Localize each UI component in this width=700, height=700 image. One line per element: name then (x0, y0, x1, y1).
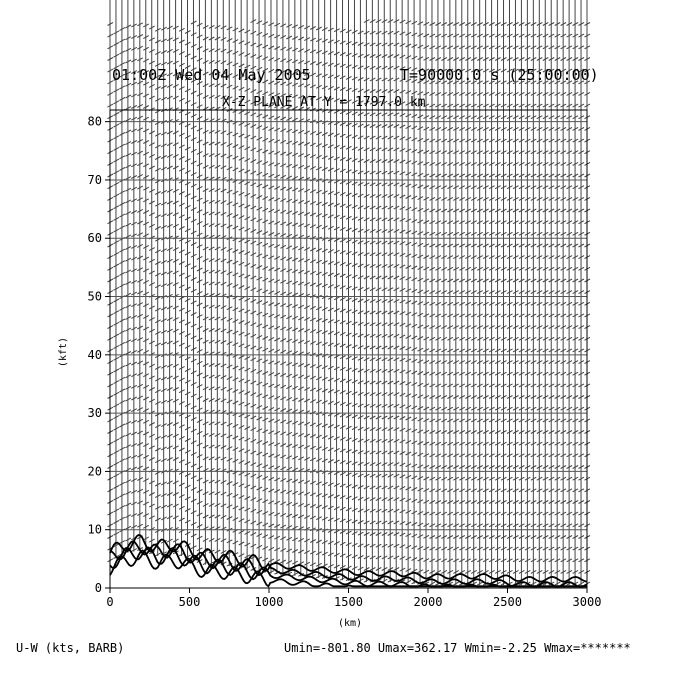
wind-barb-field (108, 0, 591, 585)
x-tick-label-3000: 3000 (572, 595, 602, 609)
x-tick-label-1000: 1000 (254, 595, 284, 609)
y-axis-ticks (88, 115, 110, 595)
x-tick-label-2000: 2000 (413, 595, 443, 609)
x-tick-label-500: 500 (178, 595, 201, 609)
x-tick-label-0: 0 (106, 595, 114, 609)
y-tick-label-80: 80 (87, 114, 102, 129)
y-tick-label-60: 60 (87, 231, 102, 246)
field-stats: Umin=-801.80 Umax=362.17 Wmin=-2.25 Wmax=******* (284, 641, 631, 655)
x-tick-label-1500: 1500 (334, 595, 363, 609)
plane-title: X-Z PLANE AT Y = 1797.0 km (222, 95, 426, 110)
valid-time: 01:00Z Wed 04 May 2005 (112, 66, 311, 84)
y-tick-label-0: 0 (94, 581, 102, 595)
y-tick-label-70: 70 (87, 172, 102, 187)
field-label: U-W (kts, BARB) (16, 641, 125, 655)
y-tick-label-30: 30 (87, 406, 102, 421)
y-tick-label-10: 10 (87, 522, 102, 537)
y-tick-label-40: 40 (87, 347, 102, 362)
y-tick-label-20: 20 (87, 464, 102, 479)
y-axis-label: (kft) (58, 336, 69, 368)
x-axis-ticks (106, 588, 601, 609)
y-tick-label-50: 50 (87, 289, 102, 304)
forecast-time: T=90000.0 s (25:00:00) (400, 66, 599, 84)
x-tick-label-2500: 2500 (493, 595, 522, 609)
x-axis-label: (km) (337, 618, 363, 629)
